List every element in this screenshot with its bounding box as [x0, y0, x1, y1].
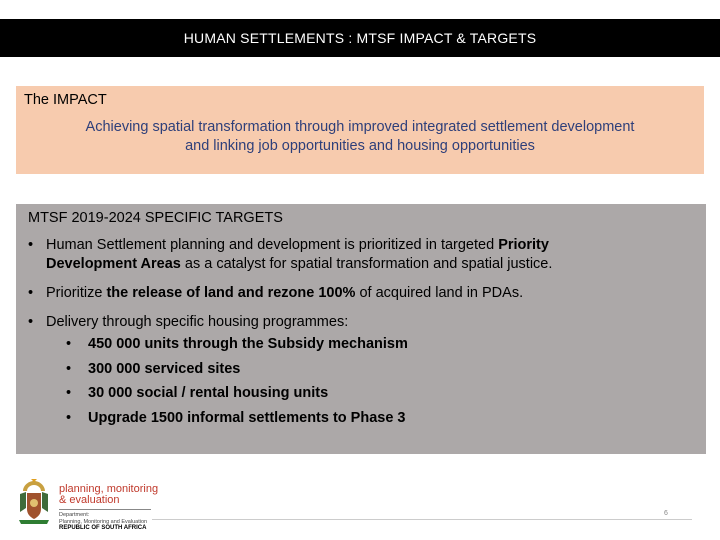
- page-title: HUMAN SETTLEMENTS : MTSF IMPACT & TARGETS: [183, 30, 537, 46]
- logo-divider: [59, 509, 151, 510]
- pme-logo: [59, 484, 209, 532]
- page-number: 6: [664, 510, 668, 517]
- bullet-icon: •: [66, 360, 72, 377]
- sub-list-item: [66, 332, 694, 357]
- impact-heading: The IMPACT: [24, 92, 107, 108]
- targets-heading: MTSF 2019-2024 SPECIFIC TARGETS: [28, 210, 283, 226]
- targets-box: [16, 204, 706, 454]
- list-item-text: [46, 284, 523, 303]
- sub-list-item-text: 300 000 serviced sites: [88, 360, 241, 377]
- impact-line-1: Achieving spatial transformation through improved integrated settlement development: [85, 119, 635, 135]
- bold-text: the release of land and rezone 100%: [106, 285, 356, 301]
- sub-list-item: [66, 381, 694, 406]
- coat-of-arms-icon: [14, 478, 54, 526]
- logo-line-1: planning, monitoring: [59, 483, 159, 495]
- dept-name: Planning, Monitoring and Evaluation: [59, 518, 148, 525]
- sub-list-item-text: 30 000 social / rental housing units: [88, 385, 329, 401]
- impact-box: [16, 86, 704, 174]
- bullet-icon: •: [66, 336, 72, 352]
- bullet-icon: •: [66, 409, 72, 426]
- logo-line-2: & evaluation: [59, 494, 120, 506]
- text-segment: Prioritize: [46, 285, 107, 301]
- list-item-text: [46, 236, 552, 274]
- footer: [14, 476, 694, 532]
- bullet-icon: •: [28, 314, 34, 330]
- text-segment: as a catalyst for spatial transformation and spatial justice.: [180, 256, 553, 272]
- list-item-text: Delivery through specific housing programmes:: [46, 314, 349, 330]
- footer-divider: [152, 519, 692, 520]
- sub-list-item: [66, 357, 694, 382]
- impact-statement: [24, 118, 696, 156]
- sub-list-item: [66, 406, 694, 431]
- bullet-icon: •: [28, 237, 34, 253]
- list-item: [28, 236, 694, 274]
- text-segment: of acquired land in PDAs.: [355, 285, 524, 301]
- sub-list-item-text: 450 000 units through the Subsidy mechanism: [88, 336, 408, 352]
- dept-label: Department:: [59, 512, 90, 518]
- bold-text: Priority: [498, 237, 549, 253]
- bold-text: Development Areas: [46, 256, 181, 272]
- bullet-icon: •: [28, 285, 34, 301]
- title-bar: [0, 19, 720, 57]
- sub-list-item-text: Upgrade 1500 informal settlements to Phase 3: [88, 409, 406, 426]
- country-name: REPUBLIC OF SOUTH AFRICA: [59, 525, 147, 531]
- bullet-icon: •: [66, 385, 72, 401]
- text-segment: Human Settlement planning and development is prioritized in targeted: [46, 237, 499, 253]
- list-item: [28, 313, 694, 332]
- impact-line-2: and linking job opportunities and housing opportunities: [185, 138, 535, 154]
- list-item: [28, 284, 694, 303]
